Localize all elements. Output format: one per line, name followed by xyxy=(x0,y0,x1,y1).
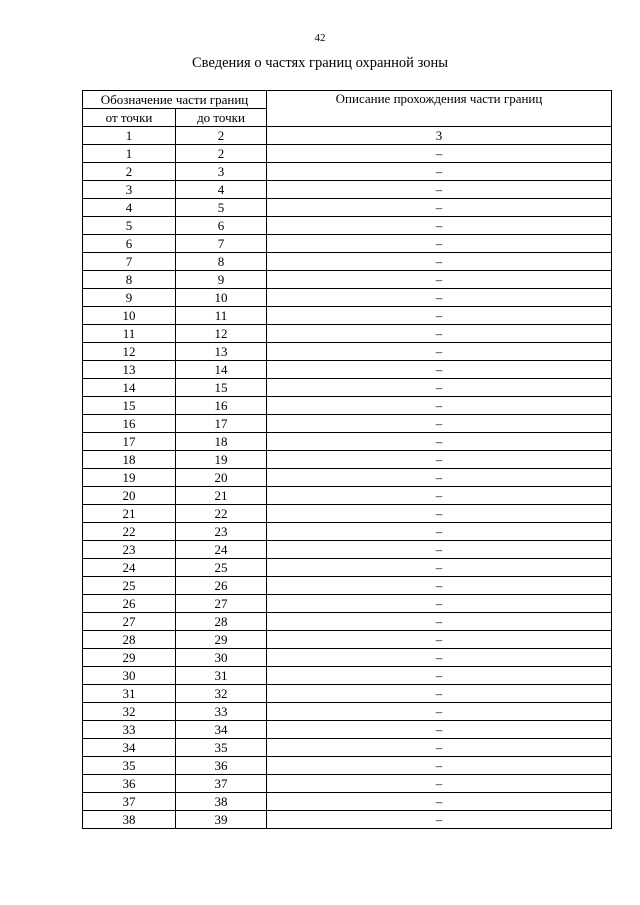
to-point-cell: 35 xyxy=(176,739,267,757)
description-cell: – xyxy=(267,793,612,811)
from-point-cell: 23 xyxy=(83,541,176,559)
table-row xyxy=(83,541,612,559)
table-row xyxy=(83,613,612,631)
to-point-cell: 11 xyxy=(176,307,267,325)
column-number: 2 xyxy=(176,127,267,145)
table-row xyxy=(83,307,612,325)
description-cell: – xyxy=(267,379,612,397)
from-point-cell: 15 xyxy=(83,397,176,415)
description-cell: – xyxy=(267,307,612,325)
description-cell: – xyxy=(267,469,612,487)
description-cell: – xyxy=(267,253,612,271)
description-cell: – xyxy=(267,343,612,361)
description-cell: – xyxy=(267,415,612,433)
from-point-cell: 2 xyxy=(83,163,176,181)
table-row xyxy=(83,217,612,235)
description-cell: – xyxy=(267,181,612,199)
description-cell: – xyxy=(267,217,612,235)
from-point-cell: 1 xyxy=(83,145,176,163)
table-row xyxy=(83,631,612,649)
table-row xyxy=(83,595,612,613)
to-point-cell: 26 xyxy=(176,577,267,595)
description-cell: – xyxy=(267,451,612,469)
from-point-cell: 35 xyxy=(83,757,176,775)
to-point-cell: 24 xyxy=(176,541,267,559)
from-point-cell: 9 xyxy=(83,289,176,307)
description-cell: – xyxy=(267,361,612,379)
to-point-cell: 4 xyxy=(176,181,267,199)
table-row xyxy=(83,703,612,721)
from-point-cell: 16 xyxy=(83,415,176,433)
document-title: Сведения о частях границ охранной зоны xyxy=(192,55,448,71)
description-cell: – xyxy=(267,235,612,253)
from-point-cell: 29 xyxy=(83,649,176,667)
to-point-cell: 34 xyxy=(176,721,267,739)
header-description: Описание прохождения части границ xyxy=(267,91,612,127)
table-row xyxy=(83,325,612,343)
table-row xyxy=(83,559,612,577)
to-point-cell: 7 xyxy=(176,235,267,253)
from-point-cell: 19 xyxy=(83,469,176,487)
from-point-cell: 24 xyxy=(83,559,176,577)
from-point-cell: 25 xyxy=(83,577,176,595)
table-row xyxy=(83,235,612,253)
table-row xyxy=(83,145,612,163)
description-cell: – xyxy=(267,703,612,721)
to-point-cell: 10 xyxy=(176,289,267,307)
table-row xyxy=(83,775,612,793)
description-cell: – xyxy=(267,577,612,595)
description-cell: – xyxy=(267,649,612,667)
description-cell: – xyxy=(267,325,612,343)
to-point-cell: 38 xyxy=(176,793,267,811)
from-point-cell: 11 xyxy=(83,325,176,343)
description-cell: – xyxy=(267,523,612,541)
table-row xyxy=(83,739,612,757)
from-point-cell: 22 xyxy=(83,523,176,541)
from-point-cell: 3 xyxy=(83,181,176,199)
table-row xyxy=(83,379,612,397)
table-row xyxy=(83,487,612,505)
to-point-cell: 36 xyxy=(176,757,267,775)
description-cell: – xyxy=(267,289,612,307)
from-point-cell: 10 xyxy=(83,307,176,325)
from-point-cell: 18 xyxy=(83,451,176,469)
table-row xyxy=(83,343,612,361)
from-point-cell: 12 xyxy=(83,343,176,361)
from-point-cell: 33 xyxy=(83,721,176,739)
from-point-cell: 4 xyxy=(83,199,176,217)
table-row xyxy=(83,721,612,739)
to-point-cell: 31 xyxy=(176,667,267,685)
description-cell: – xyxy=(267,433,612,451)
table-row xyxy=(83,505,612,523)
to-point-cell: 33 xyxy=(176,703,267,721)
description-cell: – xyxy=(267,775,612,793)
table-row xyxy=(83,685,612,703)
to-point-cell: 12 xyxy=(176,325,267,343)
from-point-cell: 32 xyxy=(83,703,176,721)
from-point-cell: 30 xyxy=(83,667,176,685)
to-point-cell: 22 xyxy=(176,505,267,523)
table-row xyxy=(83,757,612,775)
from-point-cell: 6 xyxy=(83,235,176,253)
to-point-cell: 32 xyxy=(176,685,267,703)
from-point-cell: 7 xyxy=(83,253,176,271)
from-point-cell: 31 xyxy=(83,685,176,703)
to-point-cell: 27 xyxy=(176,595,267,613)
table-row xyxy=(83,523,612,541)
table-row xyxy=(83,199,612,217)
description-cell: – xyxy=(267,667,612,685)
table-row xyxy=(83,271,612,289)
to-point-cell: 18 xyxy=(176,433,267,451)
table-header xyxy=(83,91,612,145)
description-cell: – xyxy=(267,631,612,649)
table-row xyxy=(83,397,612,415)
header-row-group xyxy=(83,91,612,109)
column-number: 3 xyxy=(267,127,612,145)
from-point-cell: 13 xyxy=(83,361,176,379)
from-point-cell: 36 xyxy=(83,775,176,793)
description-cell: – xyxy=(267,505,612,523)
table-row xyxy=(83,649,612,667)
to-point-cell: 13 xyxy=(176,343,267,361)
description-cell: – xyxy=(267,271,612,289)
from-point-cell: 14 xyxy=(83,379,176,397)
table-row xyxy=(83,577,612,595)
table-row xyxy=(83,361,612,379)
to-point-cell: 2 xyxy=(176,145,267,163)
from-point-cell: 17 xyxy=(83,433,176,451)
header-to-point: до точки xyxy=(176,109,267,127)
to-point-cell: 30 xyxy=(176,649,267,667)
header-boundary-designation: Обозначение части границ xyxy=(83,91,267,109)
to-point-cell: 6 xyxy=(176,217,267,235)
table-row xyxy=(83,163,612,181)
description-cell: – xyxy=(267,397,612,415)
from-point-cell: 37 xyxy=(83,793,176,811)
table-row xyxy=(83,433,612,451)
table-row xyxy=(83,793,612,811)
to-point-cell: 16 xyxy=(176,397,267,415)
page-number: 42 xyxy=(314,32,326,44)
to-point-cell: 5 xyxy=(176,199,267,217)
description-cell: – xyxy=(267,613,612,631)
from-point-cell: 8 xyxy=(83,271,176,289)
table-row xyxy=(83,289,612,307)
to-point-cell: 9 xyxy=(176,271,267,289)
to-point-cell: 17 xyxy=(176,415,267,433)
to-point-cell: 8 xyxy=(176,253,267,271)
description-cell: – xyxy=(267,559,612,577)
from-point-cell: 27 xyxy=(83,613,176,631)
column-number-row xyxy=(83,127,612,145)
to-point-cell: 39 xyxy=(176,811,267,829)
description-cell: – xyxy=(267,541,612,559)
description-cell: – xyxy=(267,757,612,775)
table-row xyxy=(83,811,612,829)
from-point-cell: 20 xyxy=(83,487,176,505)
description-cell: – xyxy=(267,739,612,757)
table-row xyxy=(83,181,612,199)
from-point-cell: 26 xyxy=(83,595,176,613)
from-point-cell: 21 xyxy=(83,505,176,523)
to-point-cell: 3 xyxy=(176,163,267,181)
description-cell: – xyxy=(267,199,612,217)
to-point-cell: 15 xyxy=(176,379,267,397)
to-point-cell: 37 xyxy=(176,775,267,793)
to-point-cell: 21 xyxy=(176,487,267,505)
to-point-cell: 14 xyxy=(176,361,267,379)
from-point-cell: 28 xyxy=(83,631,176,649)
description-cell: – xyxy=(267,685,612,703)
table-row xyxy=(83,253,612,271)
column-number: 1 xyxy=(83,127,176,145)
description-cell: – xyxy=(267,721,612,739)
description-cell: – xyxy=(267,163,612,181)
from-point-cell: 34 xyxy=(83,739,176,757)
table-row xyxy=(83,667,612,685)
description-cell: – xyxy=(267,595,612,613)
boundary-table xyxy=(82,90,612,829)
to-point-cell: 25 xyxy=(176,559,267,577)
from-point-cell: 5 xyxy=(83,217,176,235)
description-cell: – xyxy=(267,145,612,163)
table-row xyxy=(83,469,612,487)
table-row xyxy=(83,415,612,433)
table-body xyxy=(83,145,612,829)
from-point-cell: 38 xyxy=(83,811,176,829)
description-cell: – xyxy=(267,811,612,829)
to-point-cell: 23 xyxy=(176,523,267,541)
to-point-cell: 28 xyxy=(176,613,267,631)
to-point-cell: 29 xyxy=(176,631,267,649)
table-row xyxy=(83,451,612,469)
to-point-cell: 20 xyxy=(176,469,267,487)
description-cell: – xyxy=(267,487,612,505)
to-point-cell: 19 xyxy=(176,451,267,469)
header-from-point: от точки xyxy=(83,109,176,127)
